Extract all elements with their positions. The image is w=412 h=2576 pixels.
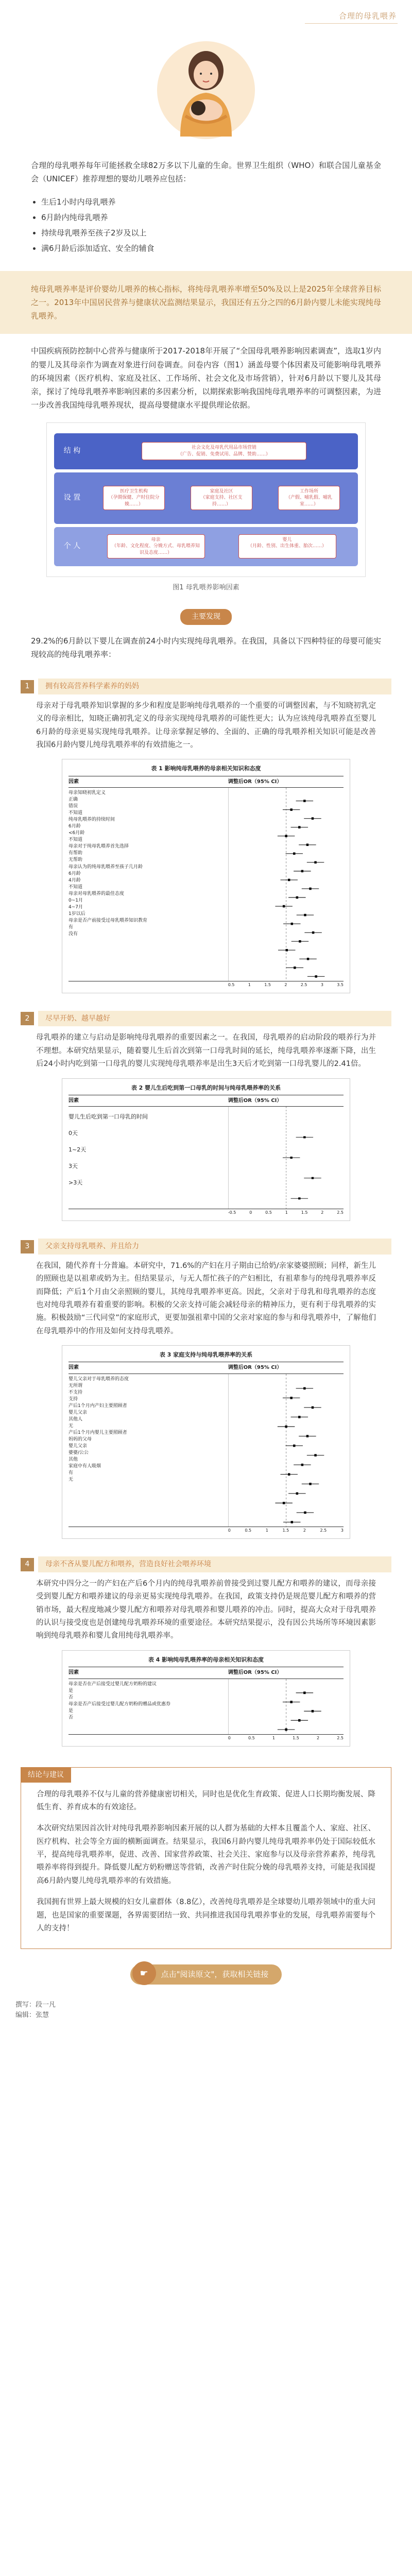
estimate-point <box>314 1454 316 1456</box>
header-tag: 合理的母乳喂养 <box>338 11 397 21</box>
estimate-point <box>299 940 301 943</box>
section-2-body: 母乳喂养的建立与启动是影响纯母乳喂养的重要因素之一。在我国，母乳喂养的启动阶段的喂养行为并不理想。本研究结果显示，随着婴儿生后首次到第一口母乳时间的延长，纯母乳喂养率逐渐下降，出生后24小时内吃到第一口母乳的婴儿实现纯母乳喂养率是出生3天后才吃到第一口母乳婴儿的2.41倍。 <box>36 1033 376 1069</box>
table-row-label: 有 <box>68 1470 74 1476</box>
estimate-point <box>306 1435 308 1437</box>
estimate-point <box>290 1157 292 1159</box>
axis-tick-label: 0 <box>228 1528 231 1533</box>
table-row-label: 4~7月 <box>68 904 83 910</box>
axis-tick-label: 1 <box>248 982 251 987</box>
axis-tick-label: 0.5 <box>248 1735 255 1740</box>
estimate-point <box>296 896 298 899</box>
table-row-label: 4月龄 <box>68 877 81 883</box>
table-row-label: 无帮助 <box>68 857 83 863</box>
hero-illustration <box>0 31 412 149</box>
table-row-label: 母亲是否产前接受过母乳喂养知识教育 <box>68 918 148 923</box>
table-3 <box>62 1345 350 1539</box>
section-number: 2 <box>21 1012 34 1025</box>
axis-tick-label: 0.5 <box>228 982 235 987</box>
axis-tick-label: 0.5 <box>265 1210 272 1215</box>
table-row-label: 有帮助 <box>68 851 83 856</box>
estimate-point <box>314 861 316 864</box>
estimate-point <box>303 1387 305 1389</box>
findings-pill: 主要发现 <box>180 609 232 625</box>
diagram-row-individual: 个 人 母亲 （年龄、文化程度、分娩方式、母乳喂养知识及态度……） 婴儿 （月龄、性别、出生体重、胎次……） <box>54 527 358 566</box>
estimate-point <box>303 1137 305 1139</box>
axis-tick-label: 2.5 <box>320 1528 327 1533</box>
findings-pill-wrap <box>0 609 412 625</box>
cta-wrap <box>0 1964 412 1984</box>
table-row-label: 婴儿生后吃到第一口母乳的时间 <box>68 1113 148 1121</box>
suggestions-paragraph: 我国拥有世界上最大规模的妇女儿童群体（8.8亿），改善纯母乳喂养是全球婴幼儿喂养领域中的重大问题，也是国家的重要课题，各界需要团结一致、共同推进我国母乳喂养事业的发展，母乳喂养需要每个人的支持！ <box>37 1898 375 1933</box>
table-title: 表 4 影响纯母乳喂养率的母亲相关知识和态度 <box>148 1656 264 1663</box>
highlight-box: 纯母乳喂养率是评价婴幼儿喂养的核心指标，将纯母乳喂养率增至50%及以上是2025年全球营养目标之一。2013年中国居民营养与健康状况监测结果显示，我国还有五分之四的6月龄内婴儿未能实现纯母乳喂养。 <box>0 271 412 334</box>
mother-breastfeeding-icon <box>149 33 263 147</box>
table-row-label: 0~1月 <box>68 897 83 903</box>
diagram-box: 社会文化及母乳代用品市场营销 （广告、促销、免费试用、品牌、赞助……） <box>142 442 306 460</box>
table-row-label: 其他人 <box>68 1417 83 1422</box>
axis-tick-label: 1 <box>265 1528 268 1533</box>
estimate-point <box>311 1406 313 1409</box>
read-original-button[interactable]: ☛ 点击"阅读原文"，获取相关链接 <box>130 1964 282 1984</box>
section-title: 尽早开奶、越早越好 <box>38 1011 391 1027</box>
table-labels <box>68 788 228 981</box>
estimate-point <box>285 835 287 837</box>
table-row-label: 不支持 <box>68 1389 83 1395</box>
table-row-label: 否 <box>68 1715 74 1720</box>
estimate-point <box>296 1492 298 1495</box>
diagram-box: 工作场所 （产假、哺乳假、哺乳室……） <box>278 486 340 511</box>
table-row-label: 不知道 <box>68 837 83 843</box>
table-row-label: 否 <box>68 1694 74 1700</box>
table-row-label: 母亲是否在产后接受过婴儿配方奶粉的建议 <box>68 1681 157 1687</box>
section-number: 1 <box>21 680 34 693</box>
axis-tick-label: 2 <box>317 1735 320 1740</box>
table-row-label: 产后1个月内产妇主要照顾者 <box>68 1403 127 1409</box>
estimate-point <box>288 1473 290 1476</box>
table-row-label: 母亲是否产后接受过婴儿配方奶粉的赠品或优惠券 <box>68 1701 171 1707</box>
hand-pointer-icon: ☛ <box>132 1961 156 1985</box>
intro-paragraph: 合理的母乳喂养每年可能拯救全球82万多以下儿童的生命。世界卫生组织（WHO）和联合国儿童基金会（UNICEF）推荐理想的婴幼儿喂养应包括： <box>31 161 381 184</box>
diagram-row-structure: 结 构 社会文化及母乳代用品市场营销 （广告、促销、免费试用、品牌、赞助……） <box>54 433 358 469</box>
section-1-body: 母亲对于母乳喂养知识掌握的多少和程度是影响纯母乳喂养的一个重要的可调整因素，与不知晓初乳定义的母亲相比，知晓正确初乳定义的母亲实现纯母乳喂养的可能性更大；认为应该纯母乳喂养直至婴儿6月龄的母亲更易实现纯母乳喂养。让母亲掌握足够的、全面的、正确的母乳喂养相关知识可能是改善我国6月龄内婴儿纯母乳喂养率的有效措施之一。 <box>36 701 376 749</box>
section-3-body: 在我国，随代养育十分普遍。本研究中，71.6%的产妇在月子期由已给奶/亲家婆婆照顾；同样，新生儿的照顾也是以祖辈或奶为主。但结果显示，与无人帮忙孩子的产妇相比，有祖辈参与的纯母乳喂养率反而降低；产后1个月由父亲照顾的婴儿，其纯母乳喂养率更高。因此，父亲对于母乳和母乳喂养的态度也对纯母乳喂养有着重要的影响。积极的父亲支持可能会减轻母亲的精神压力，更有利于母乳喂养的实施。积极鼓励“三代同堂”的家庭形式，更要加强祖辈中国的父亲对家庭的参与和母乳喂养中，了解他们在母乳喂养中的作用及如何支持母乳喂养。 <box>36 1261 376 1335</box>
header-divider <box>305 23 398 24</box>
estimate-point <box>301 870 303 873</box>
section-number: 4 <box>21 1558 34 1571</box>
plot-axis <box>228 1209 344 1216</box>
axis-tick-label: 0 <box>228 1735 231 1740</box>
section-4-body: 本研究中四分之一的产妇在产后6个月内的纯母乳喂养前曾接受到过婴儿配方和喂养的建议，而母亲接受到婴儿配方和喂养建议的母亲更易实现纯母乳喂养。在我国，政策支持仍是规范婴儿配方和喂养的营销市场，最大程度地减少婴儿配方和喂养对母乳喂养和婴儿喂养的冲击。同时，提高大众对于母乳喂养的认识与接受度也是创建纯母乳喂养环境的重要途径。本研究结果提示，没有因公共场所等环境因素影响到纯母乳喂养和婴儿食用纯母乳喂养率。 <box>36 1579 376 1640</box>
estimate-point <box>304 1511 306 1514</box>
plot-axis <box>228 981 344 989</box>
table-header: 因素 调整后OR（95% CI） <box>68 1095 344 1107</box>
axis-tick-label: 0.5 <box>245 1528 252 1533</box>
table-row-label: 婴儿父亲 <box>68 1444 88 1449</box>
diagram-row-setting: 设 置 医疗卫生机构 （孕期保健、产时住院分娩……） 家庭及社区 （家庭支持、社区支持……） 工作场所 （产假、哺乳假、哺乳室……） <box>54 472 358 524</box>
estimate-point <box>311 817 313 820</box>
estimate-point <box>283 905 285 908</box>
table-title: 表 3 家庭支持与纯母乳喂养率的关系 <box>159 1351 253 1358</box>
table-row-label: 6月龄 <box>68 824 81 829</box>
section-1-header <box>0 679 412 694</box>
table-row-label: 婴儿父亲对于母乳喂养的态度 <box>68 1376 129 1382</box>
recommendation-list <box>0 195 412 256</box>
estimate-point <box>303 1691 305 1694</box>
estimate-point <box>309 888 311 890</box>
suggestions-box <box>21 1767 391 1950</box>
estimate-point <box>303 800 305 802</box>
axis-tick-label: 2.5 <box>300 982 307 987</box>
estimate-point <box>290 1397 292 1399</box>
estimate-point <box>311 1177 313 1179</box>
author-line: 撰写：段一凡 <box>15 2001 56 2009</box>
estimate-point <box>290 1521 293 1523</box>
estimate-point <box>293 1445 295 1447</box>
axis-tick-label: 2.5 <box>337 1210 344 1215</box>
article-footer <box>0 1995 412 2032</box>
estimate-point <box>285 1728 287 1731</box>
article-header <box>0 0 412 31</box>
axis-tick-label: 1.5 <box>301 1210 308 1215</box>
forest-plot <box>228 1679 344 1734</box>
table-row-label: <6月龄 <box>68 831 85 836</box>
suggestions-paragraph: 合理的母乳喂养不仅与儿童的营养健康密切相关，同时也是优化生育政策、促进人口长期均衡发展、降低生育、养育成本的有效途径。 <box>37 1790 375 1811</box>
table-row-label: 家庭中有人吸烟 <box>68 1464 101 1469</box>
axis-tick-label: 1.5 <box>293 1735 299 1740</box>
editor-line: 编辑：张慧 <box>15 2011 49 2020</box>
table-row-label: 无 <box>68 1423 74 1429</box>
table-row-label: 不知道 <box>68 810 83 816</box>
forest-plot <box>228 1374 344 1527</box>
table-row-label: 0天 <box>68 1130 78 1137</box>
axis-tick-label: 0 <box>249 1210 252 1215</box>
estimate-point <box>307 958 309 960</box>
table-title: 表 1 影响纯母乳喂养的母亲相关知识和态度 <box>151 765 261 772</box>
table-row-label: 3天 <box>68 1162 78 1170</box>
estimate-point <box>315 975 317 978</box>
table-row-label: 是 <box>68 1708 74 1714</box>
estimate-point <box>290 923 293 925</box>
table-row-label: 妈妈的父母 <box>68 1437 92 1443</box>
diagram-box: 医疗卫生机构 （孕期保健、产时住院分娩……） <box>103 486 165 511</box>
estimate-point <box>285 1425 287 1428</box>
table-row-label: 母亲认为的纯母乳喂养至孩子几月龄 <box>68 864 143 870</box>
estimate-point <box>298 1197 300 1199</box>
axis-tick-label: 1.5 <box>264 982 271 987</box>
suggestions-paragraph: 本次研究结果因首次针对纯母乳喂养影响因素开展的以人群为基础的大样本且覆盖个人、家庭、社区、医疗机构、社会等全方面的横断面调查。结果显示，我国6月龄内婴儿纯母乳喂养率仍处于国际较低水平，提高纯母乳喂养率，促进、改善、国家营养政策、社会关注、家庭参与以及母亲营养素养，纯母乳喂养率将得到提升。降低婴儿配方奶粉赠送等营销，改善产时住院分娩的母乳喂养支持，可能是我国提高6月龄内婴儿纯母乳喂养率的有效措施。 <box>37 1824 375 1885</box>
section-3-header <box>0 1239 412 1255</box>
table-row-label: 其他 <box>68 1457 78 1463</box>
table-row-label: 婴儿父亲 <box>68 1410 88 1415</box>
table-row-label: 支持 <box>68 1396 78 1402</box>
table-row-label: 产后1个月内婴儿主要照顾者 <box>68 1430 127 1436</box>
table-row-label: 不知道 <box>68 884 83 890</box>
estimate-point <box>309 1483 311 1485</box>
axis-tick-label: 2 <box>284 982 287 987</box>
table-row-label: 母亲知晓初乳定义 <box>68 790 106 795</box>
diagram-caption: 图1 母乳喂养影响因素 <box>173 583 239 591</box>
table-row-label: 母亲对于纯母乳喂养首先选择 <box>68 844 129 850</box>
diagram-box: 家庭及社区 （家庭支持、社区支持……） <box>191 486 252 511</box>
list-item: 满6月龄后添加适宜、安全的辅食 <box>41 242 381 255</box>
table-1 <box>62 759 350 993</box>
estimate-point <box>298 1416 300 1418</box>
plot-axis <box>228 1527 344 1534</box>
estimate-point <box>293 853 295 855</box>
table-2 <box>62 1078 350 1222</box>
table-4 <box>62 1650 350 1747</box>
table-row-label: 1岁以后 <box>68 911 85 917</box>
axis-tick-label: 1.5 <box>282 1528 289 1533</box>
table-row-label: 纯母乳喂养的持续时间 <box>68 817 115 823</box>
diagram-box: 母亲 （年龄、文化程度、分娩方式、母乳喂养知识及态度……） <box>107 534 205 559</box>
forest-plot <box>228 1107 344 1209</box>
factor-diagram <box>0 422 412 577</box>
section-number: 3 <box>21 1240 34 1253</box>
estimate-point <box>298 826 300 828</box>
table-header: 因素 调整后OR（95% CI） <box>68 1667 344 1679</box>
section-title: 母亲不吝从婴儿配方和喂养，营造良好社会喂养环境 <box>38 1556 391 1572</box>
estimate-point <box>298 1719 300 1721</box>
diagram-box: 婴儿 （月龄、性别、出生体重、胎次……） <box>238 534 336 559</box>
estimate-point <box>290 1701 292 1703</box>
estimate-point <box>290 808 292 811</box>
table-row-label: 有 <box>68 924 74 930</box>
survey-paragraph: 中国疾病预防控制中心营养与健康所于2017-2018年开展了“全国母乳喂养影响因素调查”，选取1岁内的婴儿及其母亲作为调查对象进行问卷调查。问卷内容（图1）涵盖母婴个体因素及可能影响母乳喂养的环境因素（医疗机构、家庭及社区、工作场所、社会文化及市场营销），针对6月龄以下婴儿及其母亲，探讨了纯母乳喂养率影响因素的多因素分析，以期探索影响我国纯母乳喂养率的可调整因素，为进一步改善我国纯母乳喂养现状，提高母婴健康水平提供理论依据。 <box>31 346 381 410</box>
table-labels <box>68 1107 228 1209</box>
plot-axis <box>228 1735 344 1742</box>
axis-tick-label: 3 <box>340 1528 344 1533</box>
forest-plot <box>228 788 344 981</box>
table-row-label: 6月龄 <box>68 871 81 876</box>
estimate-point <box>283 1502 285 1504</box>
table-labels <box>68 1374 228 1527</box>
table-row-label: 无所谓 <box>68 1383 83 1388</box>
estimate-point <box>304 914 306 917</box>
estimate-point <box>288 879 290 882</box>
findings-summary: 29.2%的6月龄以下婴儿在调查前24小时内实现纯母乳喂养。在我国，具备以下四种特征的母婴可能实现较高的纯母乳喂养率： <box>31 636 381 659</box>
list-item: 生后1小时内母乳喂养 <box>41 195 381 209</box>
table-header: 因素 调整后OR（95% CI） <box>68 1362 344 1374</box>
axis-tick-label: 1 <box>272 1735 275 1740</box>
section-title: 拥有较高营养科学素养的妈妈 <box>38 679 391 694</box>
list-item: 持续母乳喂养至孩子2岁及以上 <box>41 226 381 240</box>
estimate-point <box>306 843 308 846</box>
axis-tick-label: 3.5 <box>337 982 344 987</box>
section-4-header <box>0 1556 412 1572</box>
table-title: 表 2 婴儿生后吃到第一口母乳的时间与纯母乳喂养率的关系 <box>131 1084 281 1091</box>
table-header: 因素 调整后OR（95% CI） <box>68 776 344 788</box>
table-row-label: 没有 <box>68 931 78 937</box>
axis-tick-label: 2 <box>303 1528 306 1533</box>
axis-tick-label: 1 <box>285 1210 288 1215</box>
axis-tick-label: 3 <box>320 982 323 987</box>
table-row-label: 正确 <box>68 797 78 803</box>
table-row-label: 母亲对母乳喂养的最佳态度 <box>68 891 125 896</box>
section-2-header <box>0 1011 412 1027</box>
estimate-point <box>311 1710 313 1713</box>
table-row-label: >3天 <box>68 1179 83 1186</box>
table-row-label: 错误 <box>68 804 78 809</box>
table-row-label: 1~2天 <box>68 1146 87 1154</box>
table-row-label: 是 <box>68 1688 74 1693</box>
section-title: 父亲支持母乳喂养、并且给力 <box>38 1239 391 1255</box>
estimate-point <box>285 949 287 952</box>
axis-tick-label: -0.5 <box>228 1210 236 1215</box>
suggestions-title: 结论与建议 <box>21 1767 71 1783</box>
list-item: 6月龄内纯母乳喂养 <box>41 211 381 224</box>
axis-tick-label: 2 <box>321 1210 324 1215</box>
estimate-point <box>294 967 296 969</box>
table-labels <box>68 1679 228 1734</box>
table-row-label: 无 <box>68 1477 74 1483</box>
estimate-point <box>301 1464 303 1466</box>
axis-tick-label: 2.5 <box>337 1735 344 1740</box>
estimate-point <box>312 931 314 934</box>
table-row-label: 婆婆/公公 <box>68 1450 89 1456</box>
